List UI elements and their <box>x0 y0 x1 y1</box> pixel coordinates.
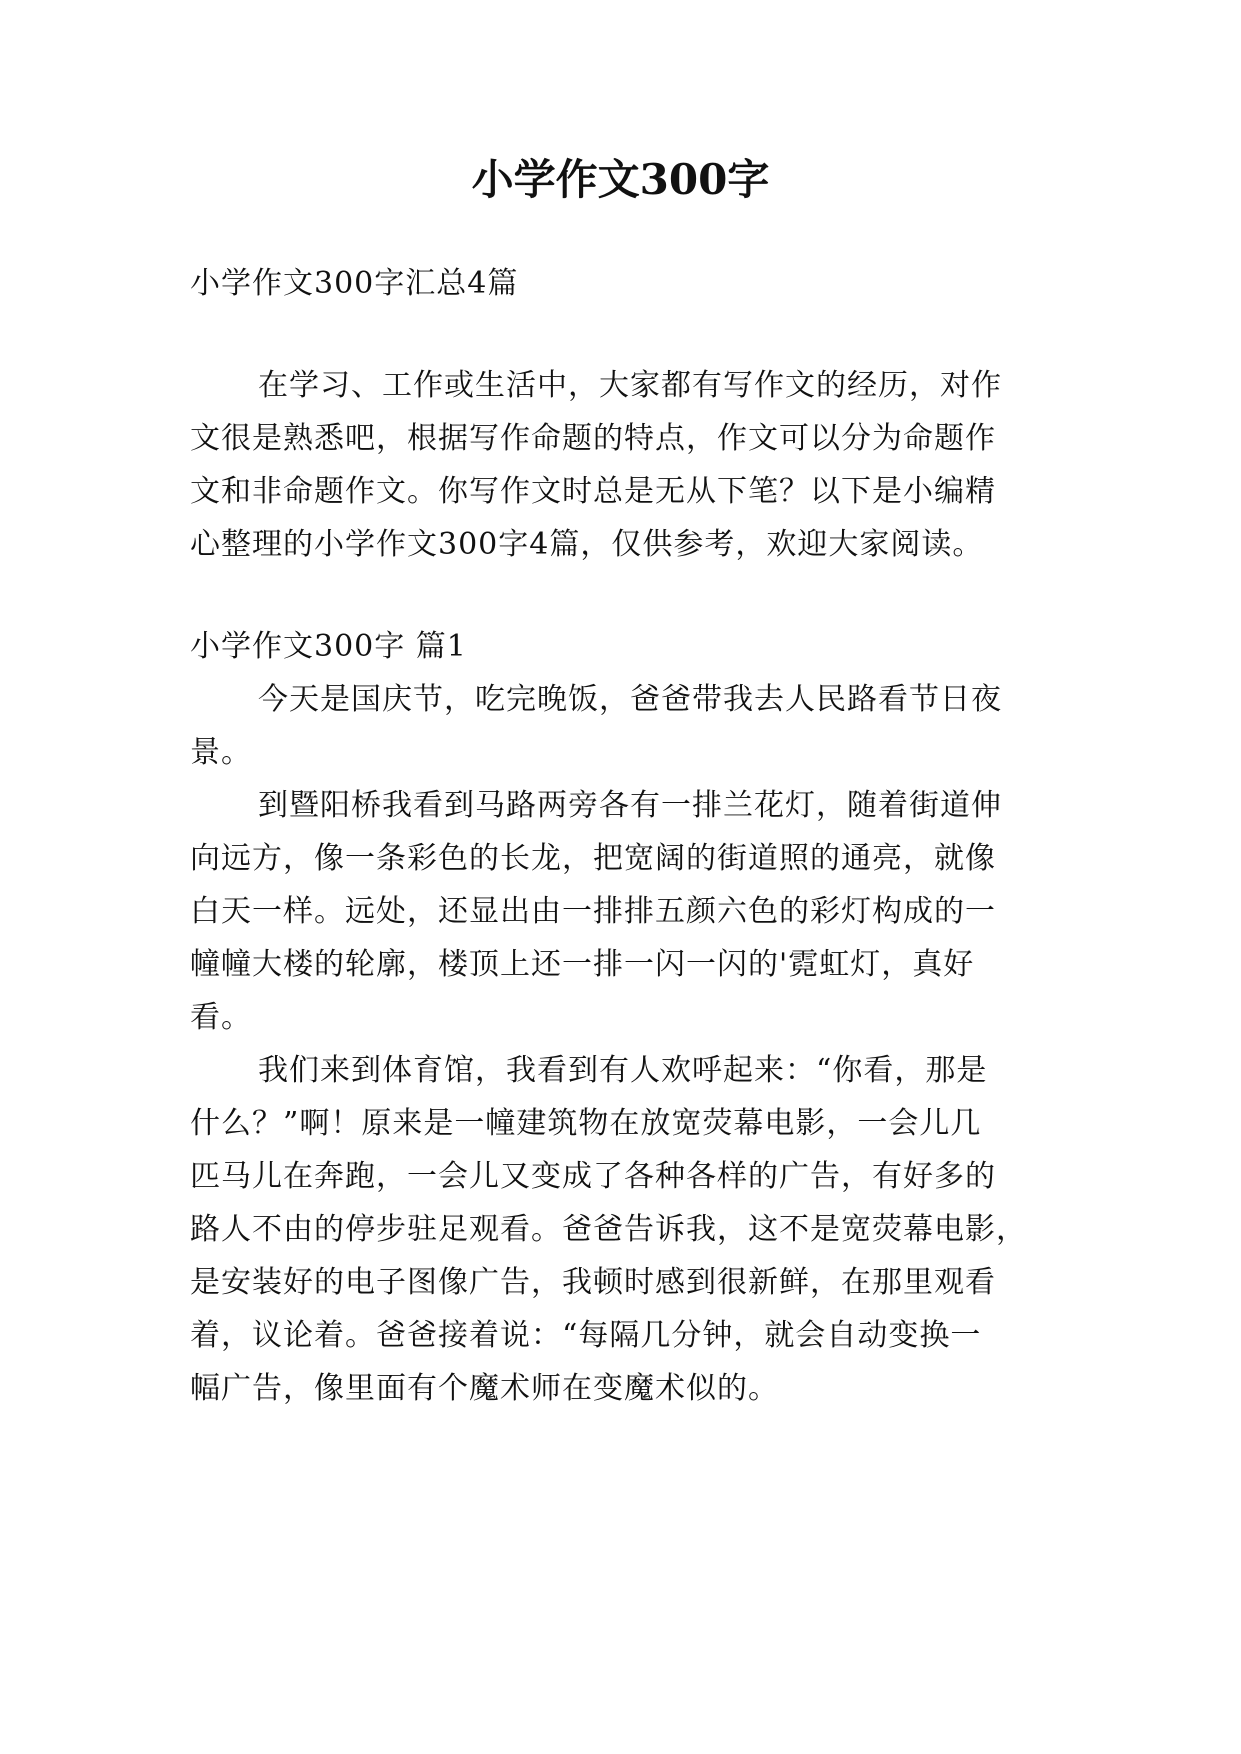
body-line: 是安装好的电子图像广告，我顿时感到很新鲜，在那里观看 <box>190 1265 996 1300</box>
section-heading: 小学作文300字 篇1 <box>190 629 467 664</box>
body-line: 到暨阳桥我看到马路两旁各有一排兰花灯，随着街道伸 <box>258 788 1002 823</box>
body-line: 我们来到体育馆，我看到有人欢呼起来：“你看，那是 <box>258 1053 988 1088</box>
body-line: 匹马儿在奔跑，一会儿又变成了各种各样的广告，有好多的 <box>190 1159 996 1194</box>
body-line: 景。 <box>190 735 252 770</box>
body-line: 幢幢大楼的轮廓，楼顶上还一排一闪一闪的'霓虹灯，真好 <box>190 947 975 982</box>
body-line: 幅广告，像里面有个魔术师在变魔术似的。 <box>190 1371 779 1406</box>
body-line: 向远方，像一条彩色的长龙，把宽阔的街道照的通亮，就像 <box>190 841 996 876</box>
intro-line: 心整理的小学作文300字4篇，仅供参考，欢迎大家阅读。 <box>190 527 984 562</box>
body-line: 今天是国庆节，吃完晚饭，爸爸带我去人民路看节日夜 <box>258 682 1002 717</box>
body-line: 路人不由的停步驻足观看。爸爸告诉我，这不是宽荧幕电影， <box>190 1212 1027 1247</box>
intro-line: 文和非命题作文。你写作文时总是无从下笔？以下是小编精 <box>190 474 996 509</box>
body-line: 什么？”啊！原来是一幢建筑物在放宽荧幕电影，一会儿几 <box>190 1106 982 1141</box>
body-line: 白天一样。远处，还显出由一排排五颜六色的彩灯构成的一 <box>190 894 996 929</box>
intro-line: 文很是熟悉吧，根据写作命题的特点，作文可以分为命题作 <box>190 421 996 456</box>
body-line: 看。 <box>190 1000 252 1035</box>
document-subtitle: 小学作文300字汇总4篇 <box>190 266 519 301</box>
body-line: 着，议论着。爸爸接着说：“每隔几分钟，就会自动变换一 <box>190 1318 982 1353</box>
intro-line: 在学习、工作或生活中，大家都有写作文的经历，对作 <box>258 368 1002 403</box>
document-title: 小学作文300字 <box>471 155 770 204</box>
